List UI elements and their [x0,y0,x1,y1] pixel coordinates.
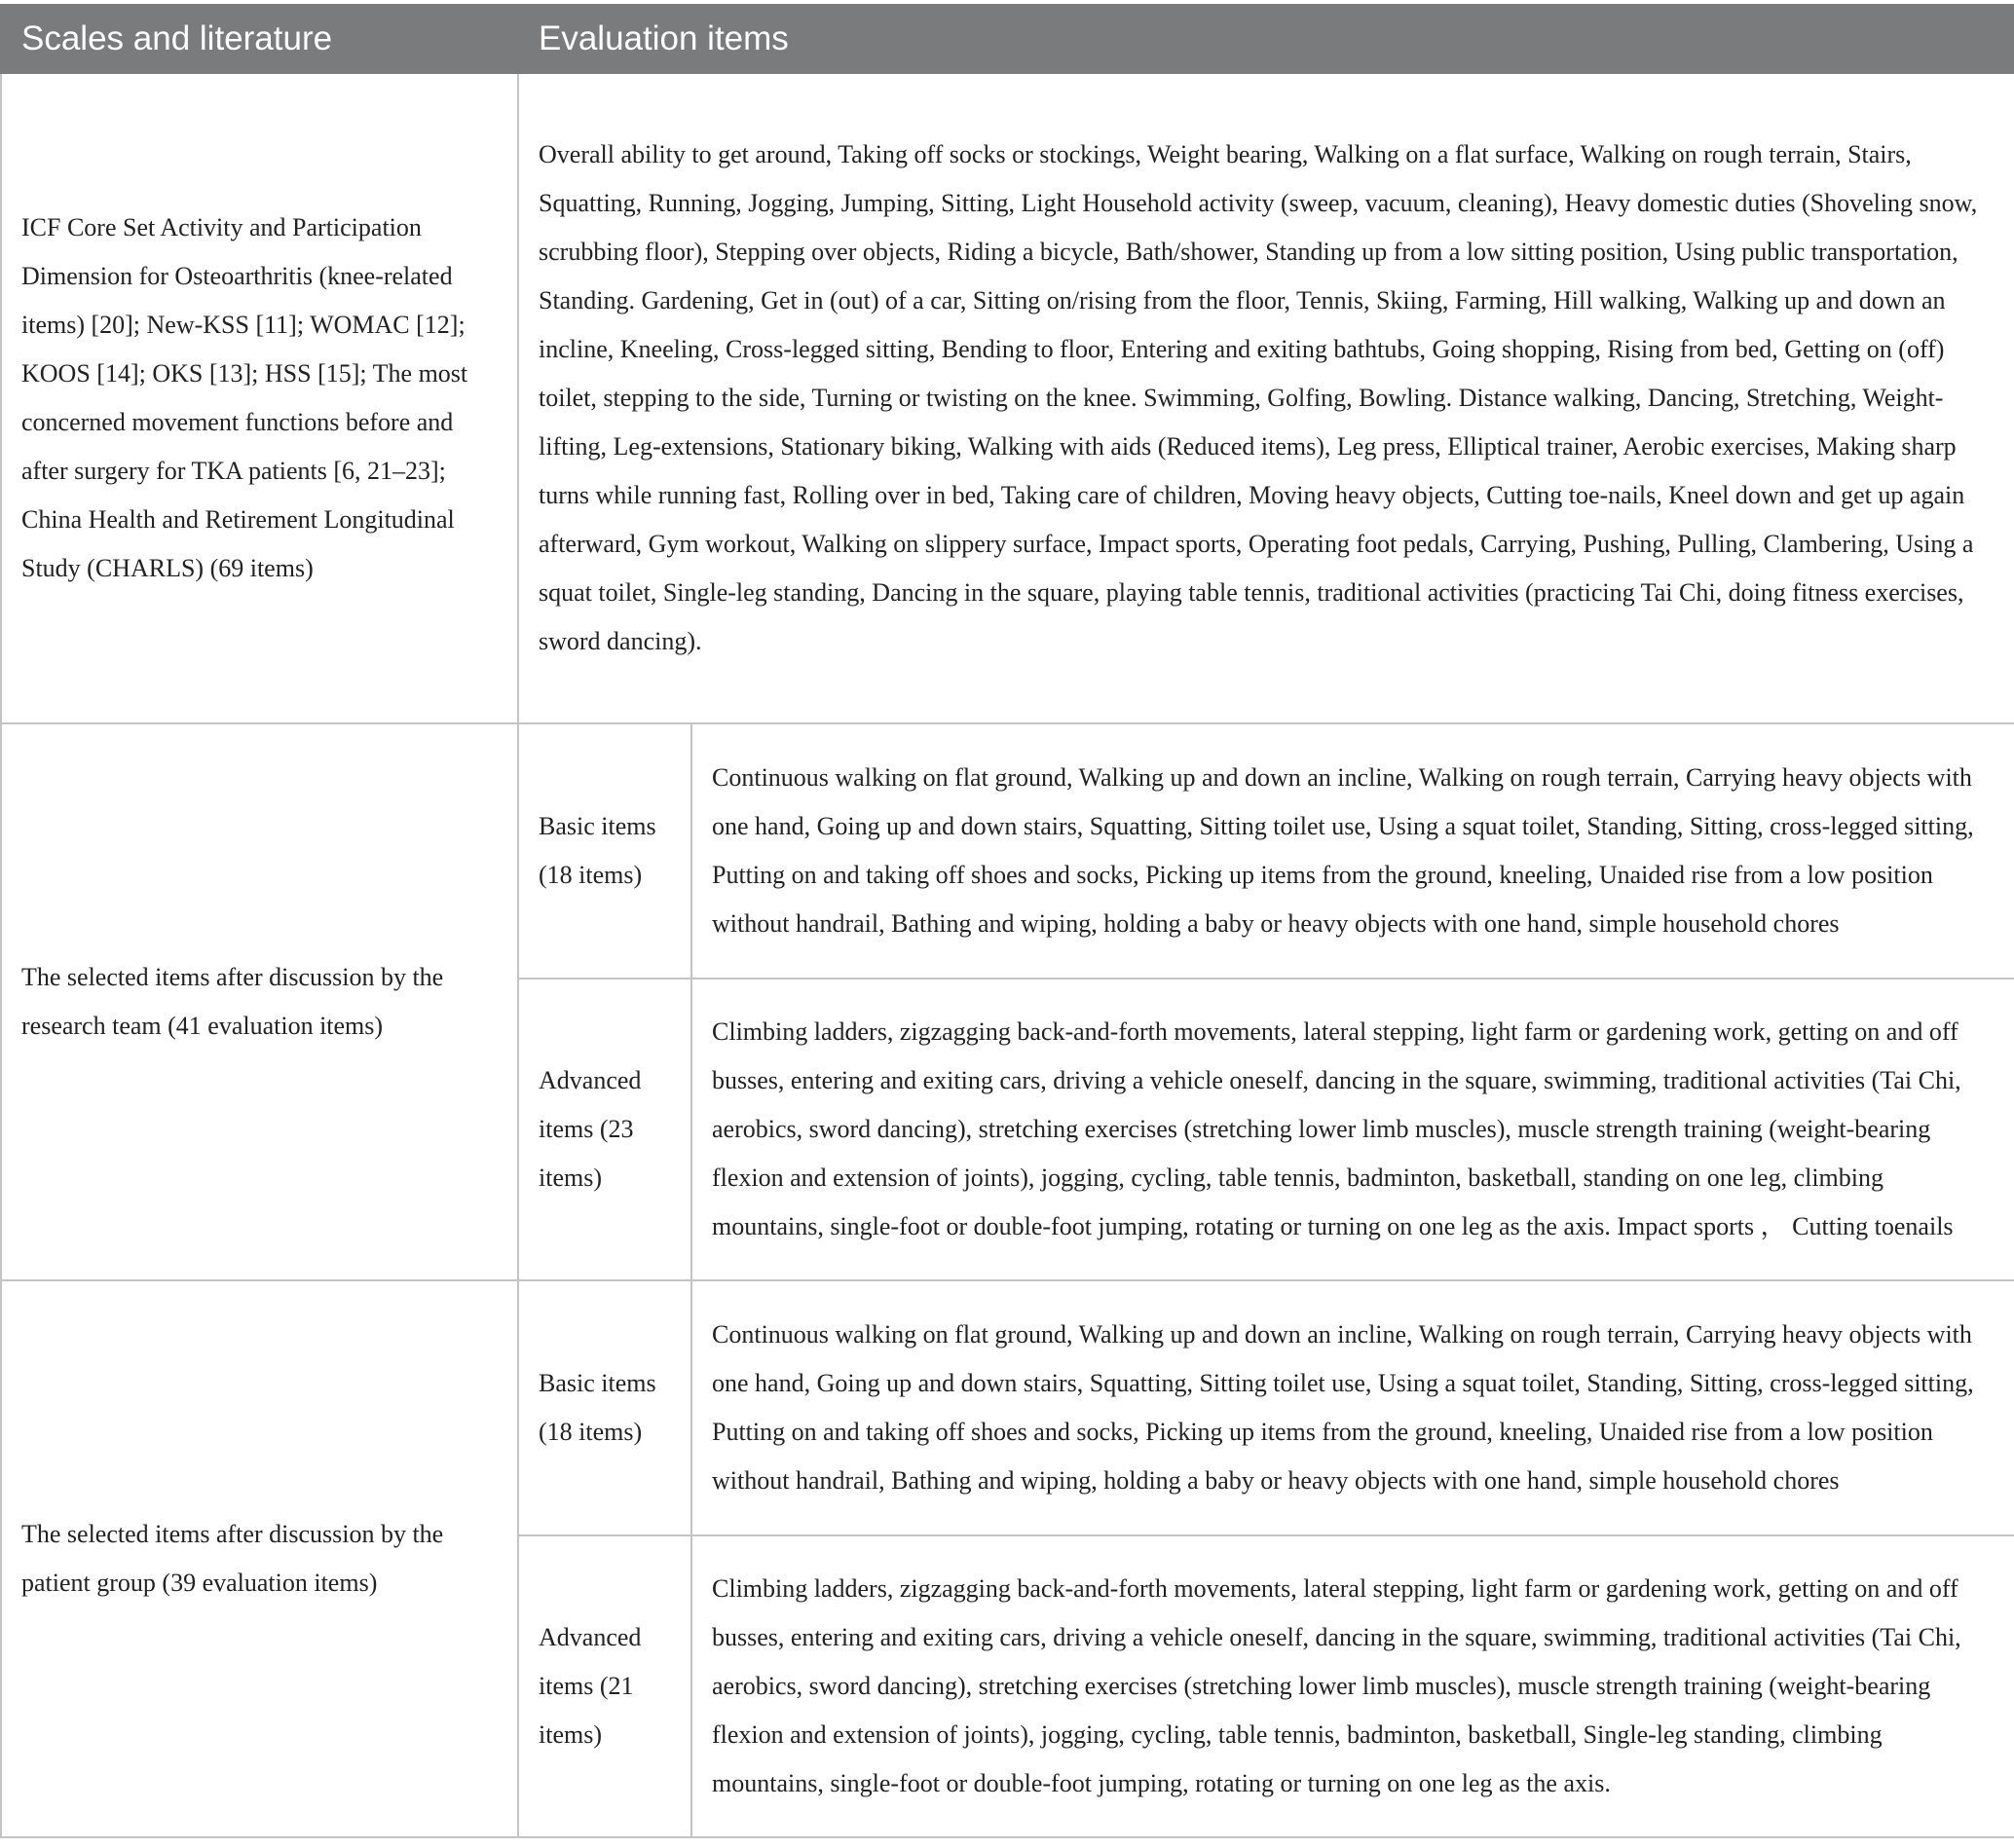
items-cell-patient-group-basic: Continuous walking on flat ground, Walking up and down an incline, Walking on rough terrain, Carrying heavy objects with one hand, Going up and down stairs, Squatting, Sitting toilet use, Using a squat toilet, Standing, Sitting, cross-legged sitting, Putting on and taking off shoes and socks, Picking up items from the ground, kneeling, Unaided rise from a low position without handrail, Bathing and wiping, holding a baby or heavy objects with one hand, simple household chores [691,1280,2014,1535]
category-cell-research-team-advanced: Advanced items (23 items) [518,979,691,1280]
category-cell-patient-group-advanced: Advanced items (21 items) [518,1535,691,1837]
items-cell-research-team-advanced: Climbing ladders, zigzagging back-and-forth movements, lateral stepping, light farm or gardening work, getting on and off busses, entering and exiting cars, driving a vehicle oneself, dancing in the square, swimming, traditional activities (Tai Chi, aerobics, sword dancing), stretching exercises (stretching lower limb muscles), muscle strength training (weight-bearing flexion and extension of joints), jogging, cycling, table tennis, badminton, basketball, standing on one leg, climbing mountains, single-foot or double-foot jumping, rotating or turning on one leg as the axis. Impact sports ， Cutting toenails [691,979,2014,1280]
evaluation-items-table [0,4,2014,1838]
header-scales-and-literature: Scales and literature [1,5,518,73]
table-row-patient-group-basic [1,1280,2014,1535]
source-cell-patient-group: The selected items after discussion by the patient group (39 evaluation items) [1,1280,518,1837]
source-cell-research-team: The selected items after discussion by the research team (41 evaluation items) [1,723,518,1280]
table-row-research-team-basic [1,723,2014,979]
source-cell-icf: ICF Core Set Activity and Participation Dimension for Osteoarthritis (knee-related items) [20]; New-KSS [11]; WOMAC [12]; KOOS [14]; OKS [13]; HSS [15]; The most concerned movement functions before and after surgery for TKA patients [6, 21–23]; China Health and Retirement Longitudinal Study (CHARLS) (69 items) [1,73,518,723]
header-evaluation-items: Evaluation items [518,5,2014,73]
items-cell-research-team-basic: Continuous walking on flat ground, Walking up and down an incline, Walking on rough terrain, Carrying heavy objects with one hand, Going up and down stairs, Squatting, Sitting toilet use, Using a squat toilet, Standing, Sitting, cross-legged sitting, Putting on and taking off shoes and socks, Picking up items from the ground, kneeling, Unaided rise from a low position without handrail, Bathing and wiping, holding a baby or heavy objects with one hand, simple household chores [691,723,2014,979]
category-cell-patient-group-basic: Basic items (18 items) [518,1280,691,1535]
category-cell-research-team-basic: Basic items (18 items) [518,723,691,979]
table-row-icf [1,73,2014,723]
items-cell-patient-group-advanced: Climbing ladders, zigzagging back-and-forth movements, lateral stepping, light farm or gardening work, getting on and off busses, entering and exiting cars, driving a vehicle oneself, dancing in the square, swimming, traditional activities (Tai Chi, aerobics, sword dancing), stretching exercises (stretching lower limb muscles), muscle strength training (weight-bearing flexion and extension of joints), jogging, cycling, table tennis, badminton, basketball, Single-leg standing, climbing mountains, single-foot or double-foot jumping, rotating or turning on one leg as the axis. [691,1535,2014,1837]
table-header-row [1,5,2014,73]
items-cell-icf: Overall ability to get around, Taking off socks or stockings, Weight bearing, Walking on a flat surface, Walking on rough terrain, Stairs, Squatting, Running, Jogging, Jumping, Sitting, Light Household activity (sweep, vacuum, cleaning), Heavy domestic duties (Shoveling snow, scrubbing floor), Stepping over objects, Riding a bicycle, Bath/shower, Standing up from a low sitting position, Using public transportation, Standing. Gardening, Get in (out) of a car, Sitting on/rising from the floor, Tennis, Skiing, Farming, Hill walking, Walking up and down an incline, Kneeling, Cross-legged sitting, Bending to floor, Entering and exiting bathtubs, Going shopping, Rising from bed, Getting on (off) toilet, stepping to the side, Turning or twisting on the knee. Swimming, Golfing, Bowling. Distance walking, Dancing, Stretching, Weight-lifting, Leg-extensions, Stationary biking, Walking with aids (Reduced items), Leg press, Elliptical trainer, Aerobic exercises, Making sharp turns while running fast, Rolling over in bed, Taking care of children, Moving heavy objects, Cutting toe-nails, Kneel down and get up again afterward, Gym workout, Walking on slippery surface, Impact sports, Operating foot pedals, Carrying, Pushing, Pulling, Clambering, Using a squat toilet, Single-leg standing, Dancing in the square, playing table tennis, traditional activities (practicing Tai Chi, doing fitness exercises, sword dancing). [518,73,2014,723]
